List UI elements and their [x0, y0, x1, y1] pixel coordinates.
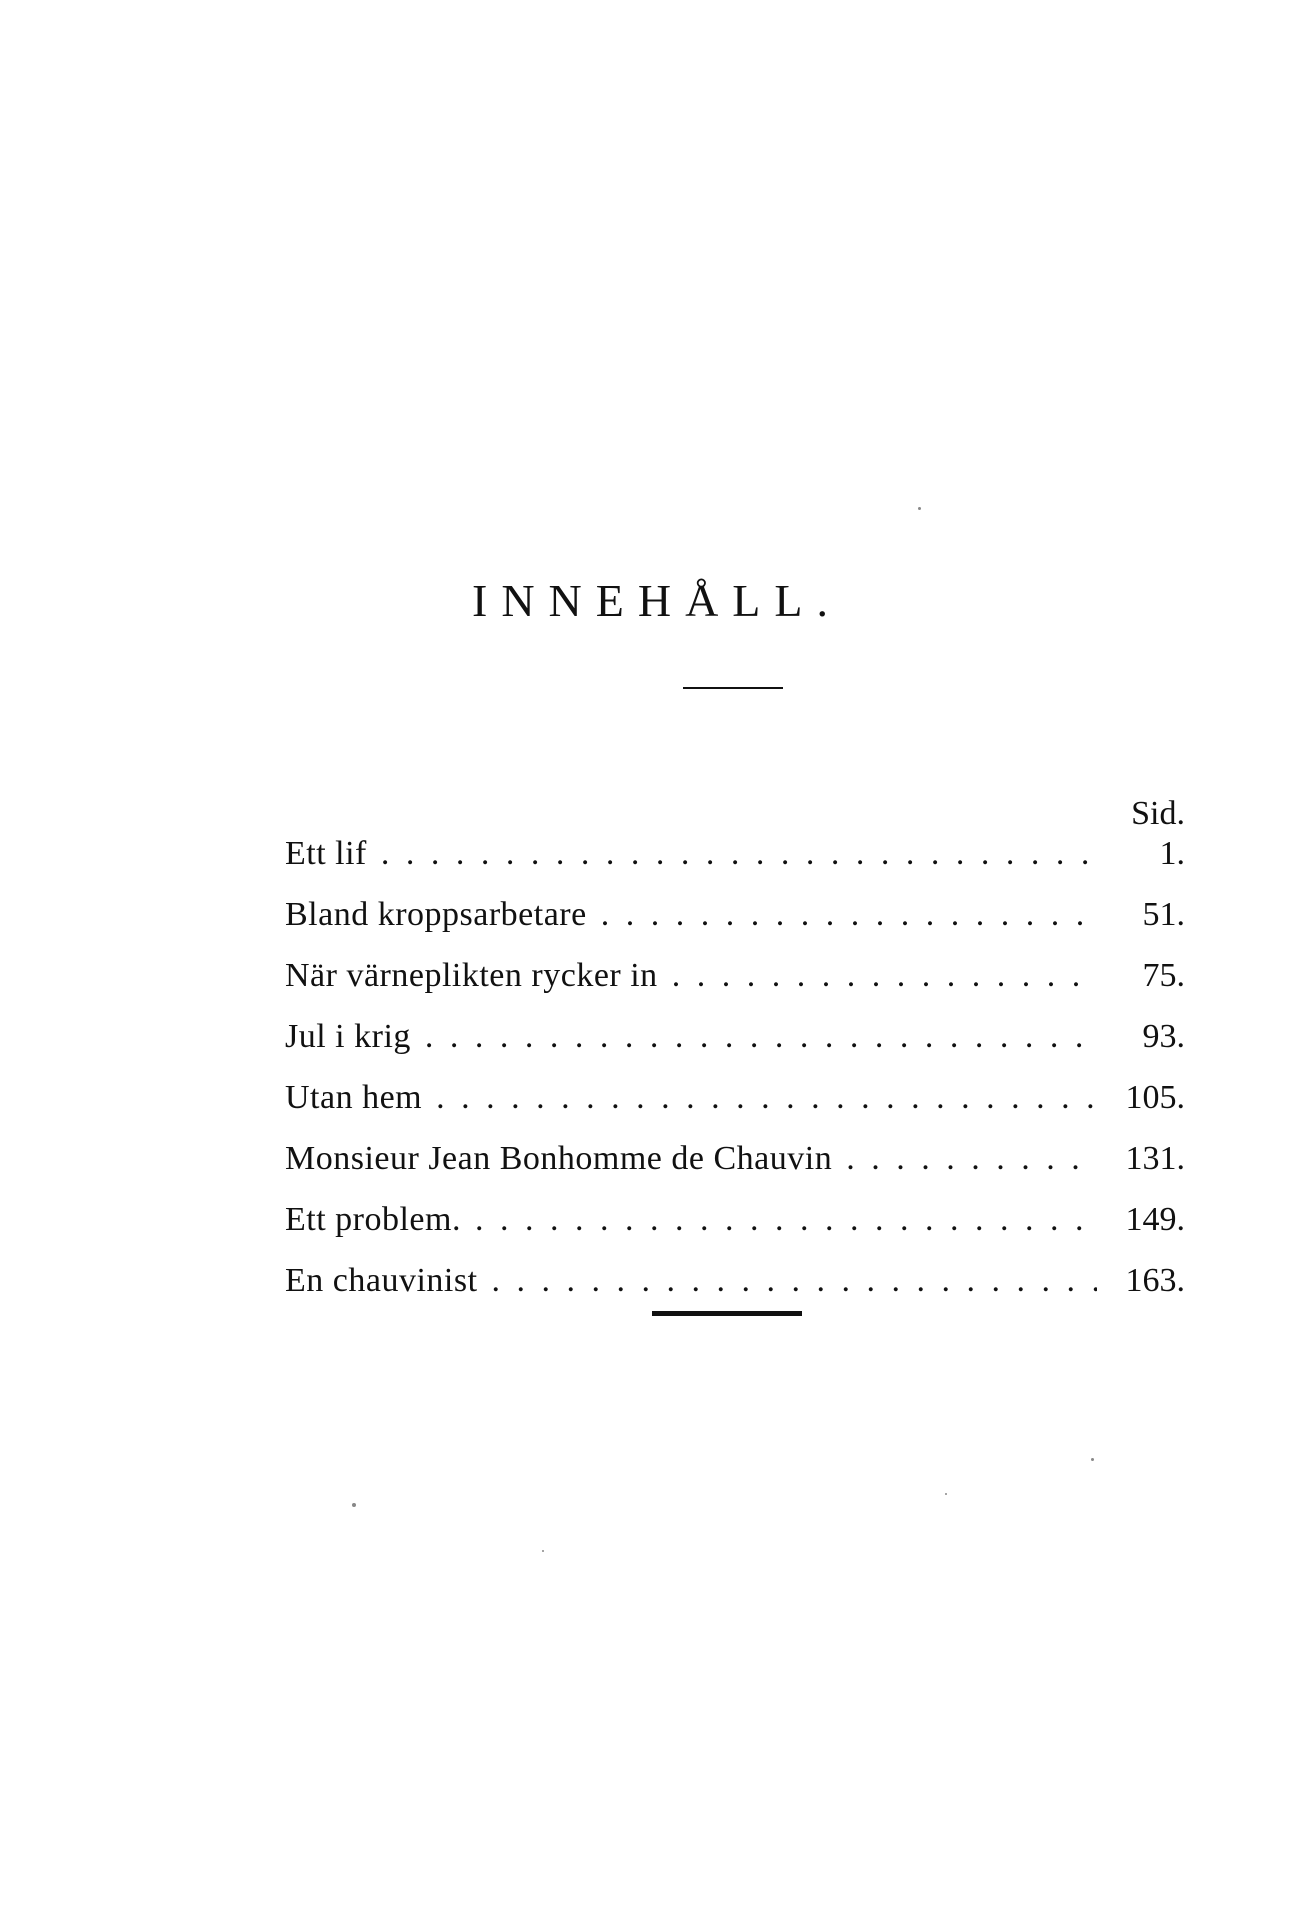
- toc-entry-title: Monsieur Jean Bonhomme de Chauvin: [285, 1140, 833, 1177]
- scan-speck: [352, 1503, 356, 1507]
- toc-entry-title: Bland kroppsarbetare: [285, 896, 587, 933]
- scan-speck: [1091, 1458, 1094, 1461]
- dot-leader: [672, 956, 1097, 996]
- toc-entry: [285, 895, 1185, 956]
- table-of-contents: [285, 794, 1185, 1322]
- dot-leader: [436, 1078, 1097, 1118]
- closing-rule: [652, 1311, 802, 1316]
- toc-entry-title: Jul i krig: [285, 1018, 411, 1055]
- dot-leader: [492, 1261, 1097, 1301]
- page-column-header: Sid.: [1131, 795, 1185, 832]
- dot-leader: [425, 1017, 1097, 1057]
- toc-entry: [285, 1200, 1185, 1261]
- toc-entry-page: 131.: [1125, 1140, 1185, 1177]
- toc-entry-page: 75.: [1142, 957, 1185, 994]
- toc-entry-page: 149.: [1125, 1201, 1185, 1238]
- scan-speck: [945, 1493, 947, 1495]
- dot-leader: [475, 1200, 1097, 1240]
- toc-entry-page: 163.: [1125, 1262, 1185, 1299]
- toc-entry-title: Utan hem: [285, 1079, 423, 1116]
- toc-entry-title: När värneplikten rycker in: [285, 957, 658, 994]
- toc-entry-page: 105.: [1125, 1079, 1185, 1116]
- toc-entry-title: Ett lif: [285, 835, 367, 872]
- dot-leader: [846, 1139, 1097, 1179]
- toc-entry: [285, 1017, 1185, 1078]
- dot-leader: [381, 834, 1097, 874]
- scan-speck: [918, 507, 921, 510]
- toc-entry: [285, 1078, 1185, 1139]
- toc-entry-title: Ett problem.: [285, 1201, 461, 1238]
- page-title: INNEHÅLL.: [472, 575, 842, 626]
- toc-entry-title: En chauvinist: [285, 1262, 478, 1299]
- title-divider: [683, 687, 783, 689]
- toc-entry: [285, 1139, 1185, 1200]
- toc-entry-page: 93.: [1142, 1018, 1185, 1055]
- scan-speck: [542, 1550, 544, 1552]
- toc-entry: [285, 956, 1185, 1017]
- toc-entry-page: 1.: [1159, 835, 1185, 872]
- toc-entry: [285, 834, 1185, 895]
- toc-entry-page: 51.: [1142, 896, 1185, 933]
- dot-leader: [601, 895, 1097, 935]
